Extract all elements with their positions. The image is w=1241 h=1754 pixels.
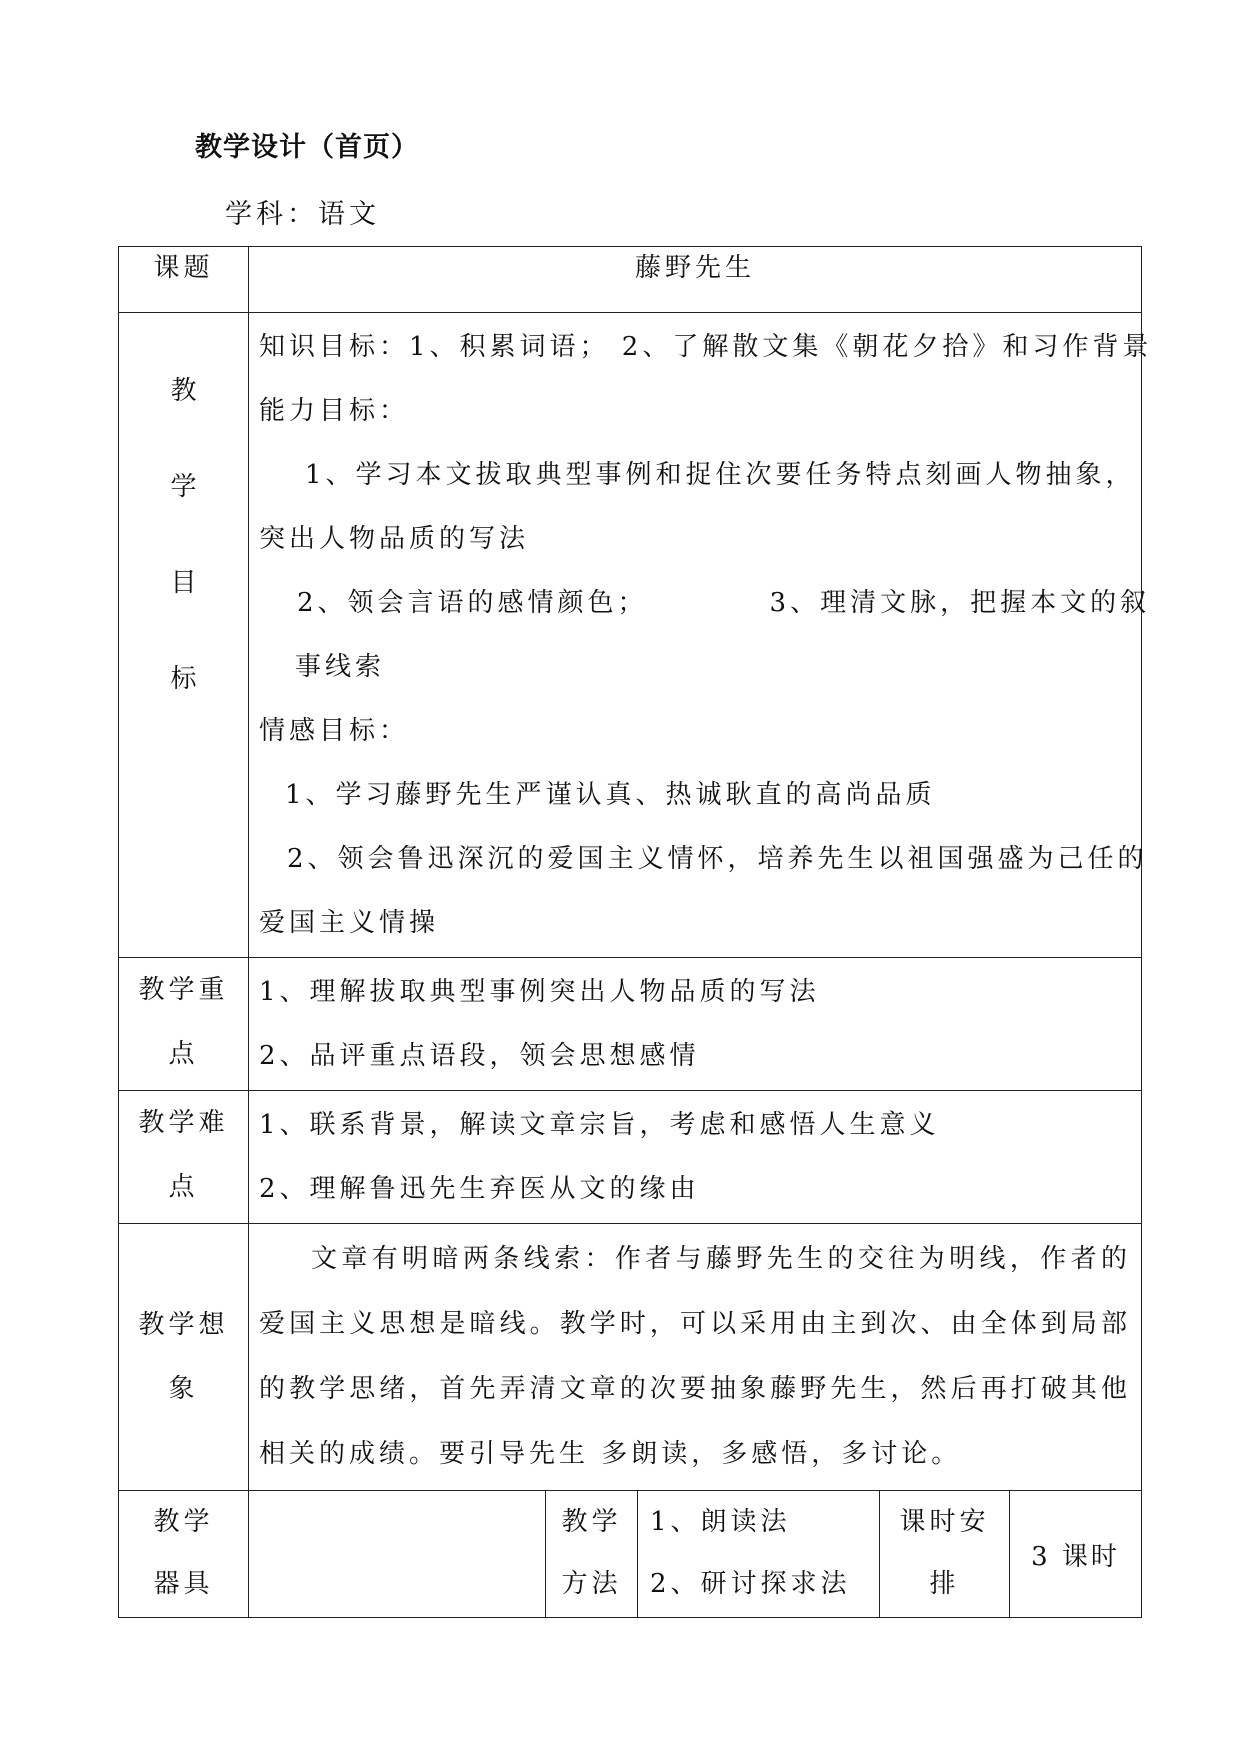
objectives-label-char: 标	[170, 664, 197, 694]
objective-line: 2、领会鲁迅深沉的爱国主义情怀，培养先生以祖国强盛为己任的	[287, 844, 1148, 874]
teaching-idea-label	[119, 1224, 249, 1491]
table-row-topic	[119, 247, 1142, 313]
teaching-idea-body	[249, 1224, 1142, 1491]
key-points-body	[249, 958, 1142, 1091]
objectives-label-char: 教	[170, 376, 197, 406]
tools-label-line: 器具	[153, 1569, 214, 1599]
teaching-idea-line: 爱国主义思想是暗线。教学时，可以采用由主到次、由全体到局部	[259, 1309, 1131, 1339]
objective-segment: 2、领会言语的感情颜色；	[297, 588, 648, 618]
lesson-plan-table	[118, 246, 1153, 1618]
method-item: 2、研讨探求法	[650, 1569, 851, 1599]
objective-line: 事线索	[295, 652, 386, 682]
topic-label: 课题	[119, 247, 249, 313]
key-points-label	[119, 958, 249, 1091]
objective-line: 1、学习藤野先生严谨认真、热诚耿直的高尚品质	[285, 780, 936, 810]
key-point-line: 2、品评重点语段，领会思想感情	[259, 1041, 700, 1071]
hours-label-line: 课时安	[899, 1507, 990, 1537]
methods-label	[546, 1491, 638, 1618]
objective-line: 1、学习本文拔取典型事例和捉住次要任务特点刻画人物抽象，	[305, 460, 1136, 490]
page-title: 教学设计（首页）	[195, 132, 419, 163]
table-row-teaching-idea	[119, 1224, 1142, 1491]
teaching-idea-line: 的教学思绪，首先弄清文章的次要抽象藤野先生，然后再打破其他	[259, 1374, 1131, 1404]
key-points-label-line: 教学重	[138, 975, 229, 1005]
subject-line: 学科：语文	[225, 199, 380, 230]
teaching-idea-line: 文章有明暗两条线索：作者与藤野先生的交往为明线，作者的	[311, 1244, 1131, 1274]
difficulty-line: 1、联系背景，解读文章宗旨，考虑和感悟人生意义	[259, 1110, 940, 1140]
objectives-label-char: 学	[170, 472, 197, 502]
tools-label-line: 教学	[153, 1507, 214, 1537]
table-row-key-points	[119, 958, 1142, 1091]
hours-label-line: 排	[929, 1569, 960, 1599]
difficulty-line: 2、理解鲁迅先生弃医从文的缘由	[259, 1174, 700, 1204]
difficulties-body	[249, 1091, 1142, 1224]
topic-value: 藤野先生	[249, 247, 1142, 313]
difficulties-label-line: 点	[168, 1172, 199, 1202]
objective-line: 情感目标：	[259, 716, 410, 746]
teaching-idea-line: 相关的成绩。要引导先生 多朗读，多感悟，多讨论。	[259, 1439, 962, 1469]
objective-line: 爱国主义情操	[259, 908, 440, 938]
methods-value	[638, 1491, 880, 1618]
teaching-idea-label-line: 教学想	[138, 1310, 229, 1340]
objectives-label	[119, 313, 249, 958]
method-item: 1、朗读法	[650, 1507, 791, 1537]
methods-label-line: 教学	[561, 1507, 622, 1537]
objective-line: 知识目标：1、积累词语； 2、了解散文集《朝花夕拾》和习作背景	[259, 332, 1153, 362]
objective-line: 能力目标：	[259, 396, 410, 426]
table-row-difficulties	[119, 1091, 1142, 1224]
difficulties-label	[119, 1091, 249, 1224]
hours-value: 3 课时	[1010, 1491, 1142, 1618]
objectives-body	[249, 313, 1153, 958]
tools-value	[249, 1491, 546, 1618]
hours-label	[880, 1491, 1010, 1618]
tools-label	[119, 1491, 249, 1618]
objectives-label-char: 目	[170, 568, 197, 598]
key-point-line: 1、理解拔取典型事例突出人物品质的写法	[259, 977, 820, 1007]
table-row-resources	[119, 1491, 1142, 1618]
teaching-idea-label-line: 象	[168, 1374, 199, 1404]
objective-segment: 3、理清文脉，把握本文的叙	[769, 588, 1151, 618]
key-points-label-line: 点	[168, 1039, 199, 1069]
table-row-objectives	[119, 313, 1142, 958]
objective-line	[259, 571, 1151, 635]
difficulties-label-line: 教学难	[138, 1108, 229, 1138]
methods-label-line: 方法	[561, 1569, 622, 1599]
objective-line: 突出人物品质的写法	[259, 524, 530, 554]
